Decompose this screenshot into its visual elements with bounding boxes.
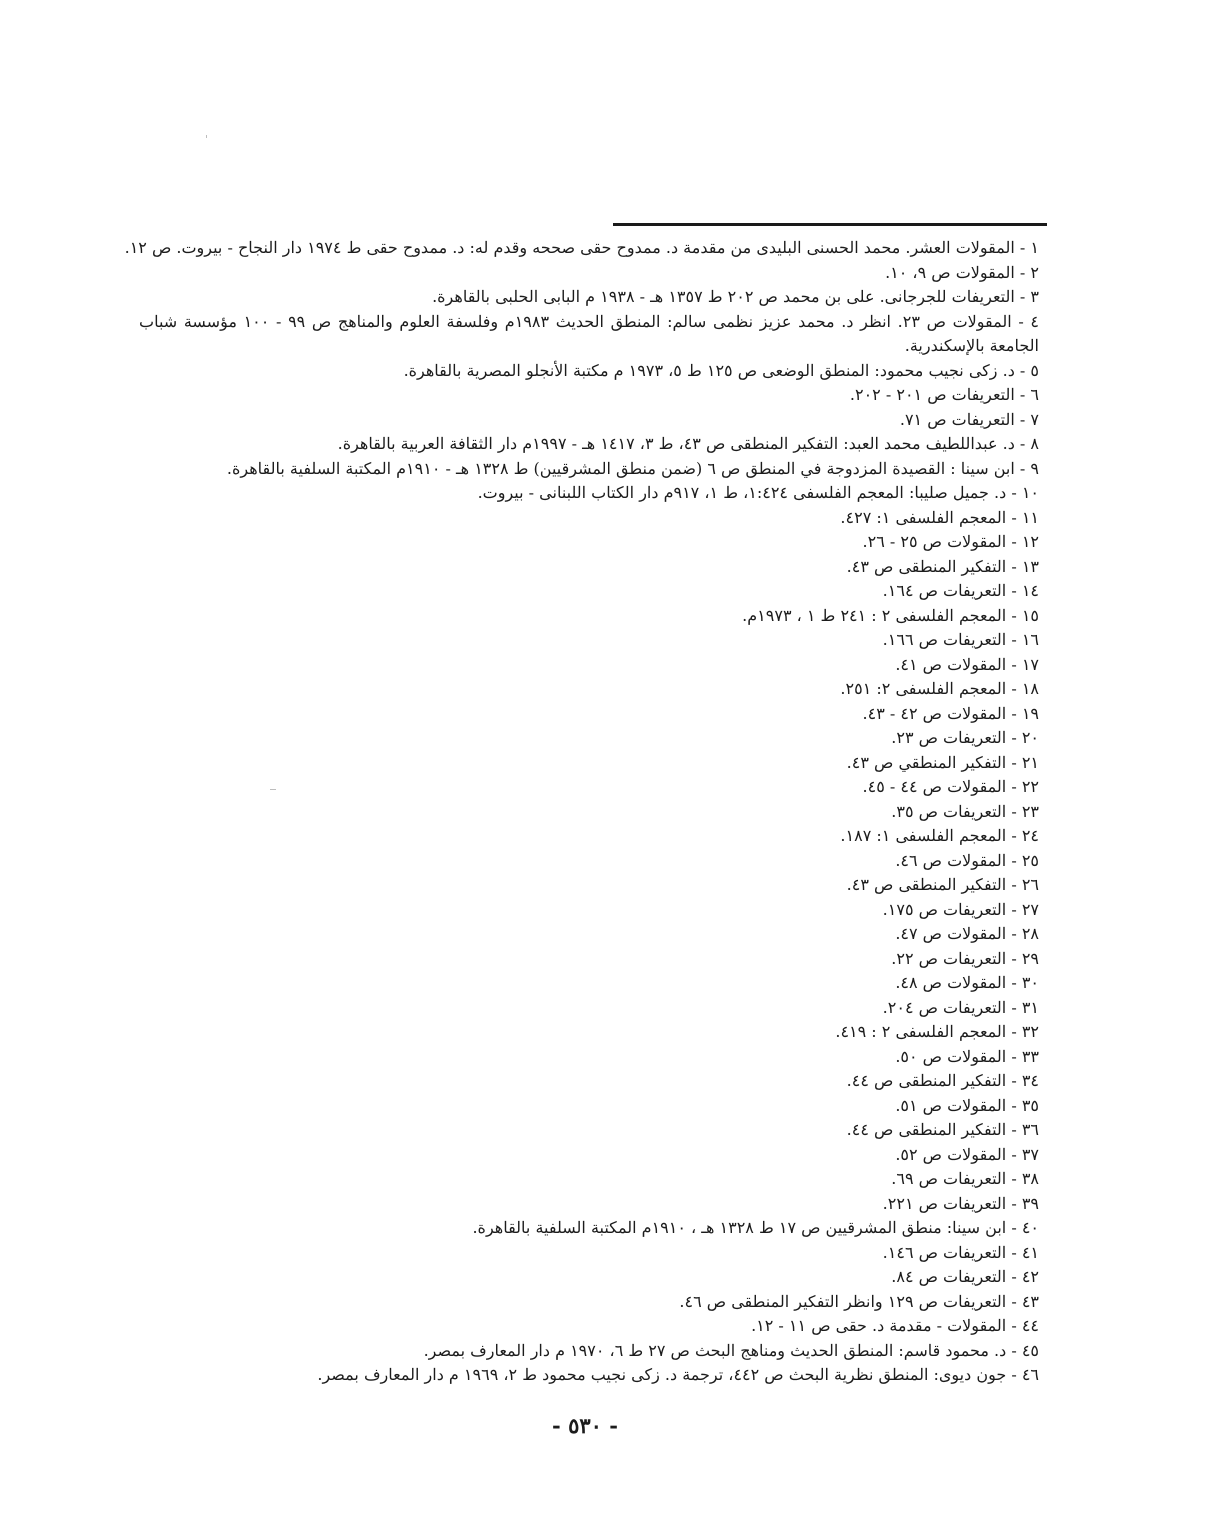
footnote-44: ٤٤ - المقولات - مقدمة د. حقى ص ١١ - ١٢. <box>751 1316 1039 1335</box>
footnote-14: ١٤ - التعريفات ص ١٦٤. <box>882 581 1039 600</box>
footnote-34: ٣٤ - التفكير المنطقى ص ٤٤. <box>846 1071 1039 1090</box>
footnote-13: ١٣ - التفكير المنطقى ص ٤٣. <box>846 556 1039 576</box>
footnote-35: ٣٥ - المقولات ص ٥١. <box>895 1095 1039 1115</box>
footnote-separator-rule <box>613 223 1047 226</box>
footnote-31: ٣١ - التعريفات ص ٢٠٤. <box>882 997 1039 1017</box>
footnote-1: ١ - المقولات العشر. محمد الحسنى البليدى من مقدمة د. ممدوح حقى صححه وقدم له: د. ممدوح حقى ط ١٩٧٤ دار النجاح - بيروت. ص ١٢. <box>124 238 1039 257</box>
footnote-40: ٤٠ - ابن سينا: منطق المشرقيين ص ١٧ ط ١٣٢٨ هـ ، ١٩١٠م المكتبة السلفية بالقاهرة. <box>472 1218 1039 1237</box>
footnote-12: ١٢ - المقولات ص ٢٥ - ٢٦. <box>862 532 1039 551</box>
footnote-29: ٢٩ - التعريفات ص ٢٢. <box>891 948 1039 968</box>
footnote-19: ١٩ - المقولات ص ٤٢ - ٤٣. <box>862 703 1039 723</box>
footnote-11: ١١ - المعجم الفلسفى ١: ٤٢٧. <box>840 507 1039 527</box>
footnote-9: ٩ - ابن سينا : القصيدة المزدوجة في المنطق ص ٦ (ضمن منطق المشرقيين) ط ١٣٢٨ هـ - ١٩١٠م المكتبة السلفية بالقاهرة. <box>226 458 1039 478</box>
page-number: - ٥٣٠ - <box>552 1413 618 1438</box>
footnote-39: ٣٩ - التعريفات ص ٢٢١. <box>882 1193 1039 1213</box>
footnote-15: ١٥ - المعجم الفلسفى ٢ : ٢٤١ ط ١ ، ١٩٧٣م. <box>742 605 1039 625</box>
footnote-8: ٨ - د. عبداللطيف محمد العبد: التفكير المنطقى ص ٤٣، ط ٣، ١٤١٧ هـ - ١٩٩٧م دار الثقافة العربية بالقاهرة. <box>337 434 1039 453</box>
footnote-7: ٧ - التعريفات ص ٧١. <box>899 409 1039 429</box>
footnote-42: ٤٢ - التعريفات ص ٨٤. <box>891 1267 1039 1286</box>
footnote-30: ٣٠ - المقولات ص ٤٨. <box>895 973 1039 992</box>
footnote-22: ٢٢ - المقولات ص ٤٤ - ٤٥. <box>862 777 1039 796</box>
footnote-10: ١٠ - د. جميل صليبا: المعجم الفلسفى ١:٤٢٤، ط ١، ٩١٧م دار الكتاب اللبنانى - بيروت. <box>477 483 1039 502</box>
footnote-28: ٢٨ - المقولات ص ٤٧. <box>895 924 1039 943</box>
footnote-23: ٢٣ - التعريفات ص ٣٥. <box>891 801 1039 821</box>
footnote-5: ٥ - د. زكى نجيب محمود: المنطق الوضعى ص ١٢٥ ط ٥، ١٩٧٣ م مكتبة الأنجلو المصرية بالقاهرة. <box>403 360 1039 380</box>
footnotes-list <box>124 236 1040 1388</box>
footnote-26: ٢٦ - التفكير المنطقى ص ٤٣. <box>846 875 1039 894</box>
footnote-17: ١٧ - المقولات ص ٤١. <box>895 654 1039 674</box>
scan-speck <box>206 135 207 138</box>
footnote-21: ٢١ - التفكير المنطقي ص ٤٣. <box>846 752 1039 772</box>
footnote-41: ٤١ - التعريفات ص ١٤٦. <box>882 1242 1039 1262</box>
footnote-32: ٣٢ - المعجم الفلسفى ٢ : ٤١٩. <box>835 1022 1039 1041</box>
footnote-16: ١٦ - التعريفات ص ١٦٦. <box>882 630 1039 649</box>
footnote-46: ٤٦ - جون ديوى: المنطق نظرية البحث ص ٤٤٢، ترجمة د. زكى نجيب محمود ط ٢، ١٩٦٩ م دار المعارف بمصر. <box>317 1365 1039 1384</box>
footnote-18: ١٨ - المعجم الفلسفى ٢: ٢٥١. <box>840 679 1039 698</box>
footnote-3: ٣ - التعريفات للجرجانى. على بن محمد ص ٢٠٢ ط ١٣٥٧ هـ - ١٩٣٨ م البابى الحلبى بالقاهرة. <box>432 287 1039 306</box>
footnote-43: ٤٣ - التعريفات ص ١٢٩ وانظر التفكير المنطقى ص ٤٦. <box>679 1291 1039 1311</box>
footnote-45: ٤٥ - د. محمود قاسم: المنطق الحديث ومناهج البحث ص ٢٧ ط ٦، ١٩٧٠ م دار المعارف بمصر. <box>423 1340 1039 1360</box>
footnote-6: ٦ - التعريفات ص ٢٠١ - ٢٠٢. <box>849 385 1039 404</box>
footnote-27: ٢٧ - التعريفات ص ١٧٥. <box>882 899 1039 919</box>
footnote-4: ٤ - المقولات ص ٢٣. انظر د. محمد عزيز نظمى سالم: المنطق الحديث ١٩٨٣م وفلسفة العلوم والمناهج ص ٩٩ - ١٠٠ مؤسسة شباب الجامعة بالإسكندرية. <box>139 311 1040 355</box>
footnote-20: ٢٠ - التعريفات ص ٢٣. <box>891 728 1039 747</box>
footnote-37: ٣٧ - المقولات ص ٥٢. <box>895 1144 1039 1164</box>
scan-speck <box>270 789 276 790</box>
footnote-33: ٣٣ - المقولات ص ٥٠. <box>895 1046 1039 1066</box>
footnote-38: ٣٨ - التعريفات ص ٦٩. <box>891 1169 1039 1188</box>
footnote-36: ٣٦ - التفكير المنطقى ص ٤٤. <box>846 1120 1039 1139</box>
footnote-24: ٢٤ - المعجم الفلسفى ١: ١٨٧. <box>840 826 1039 845</box>
footnote-25: ٢٥ - المقولات ص ٤٦. <box>895 850 1039 870</box>
footnote-2: ٢ - المقولات ص ٩، ١٠. <box>885 262 1039 282</box>
